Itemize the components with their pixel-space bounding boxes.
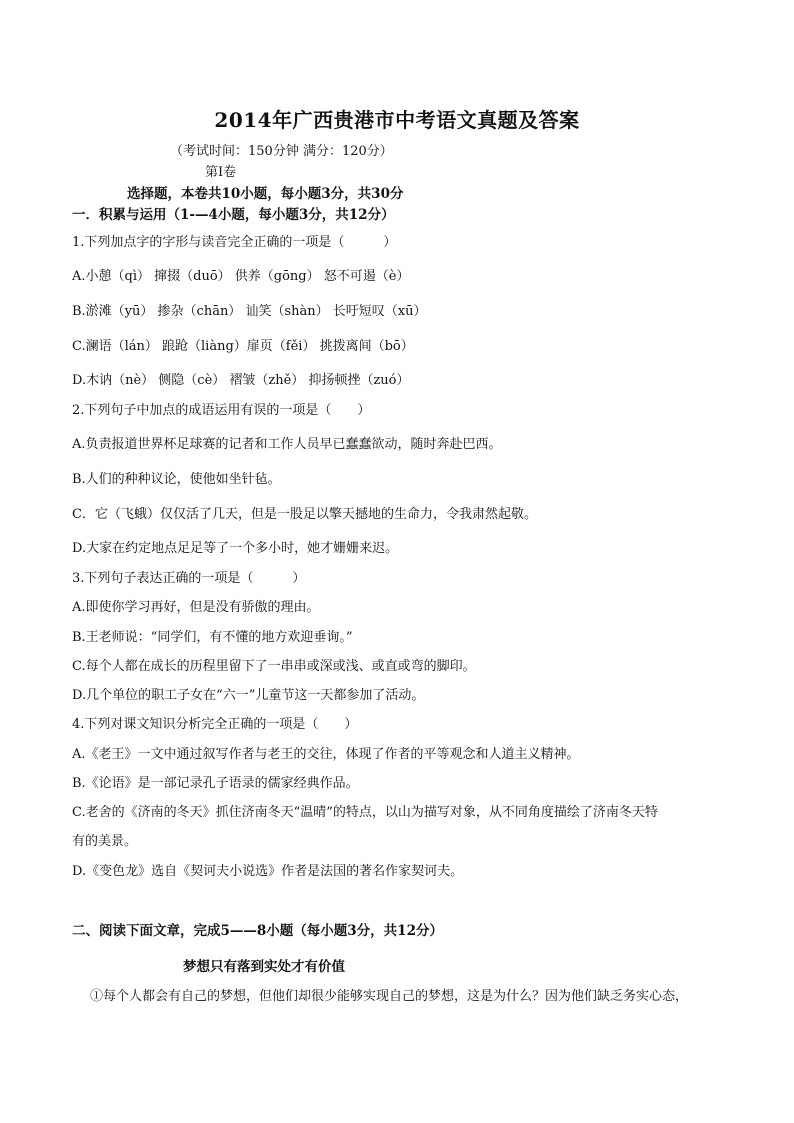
q1-stem: 1.下列加点字的字形与读音完全正确的一项是（ ） [72,235,397,250]
q4-stem: 4.下列对课文知识分析完全正确的一项是（ ） [72,717,358,732]
q2-option-a: A.负责报道世界杯足球赛的记者和工作人员早已蠢蠢欲动，随时奔赴巴西。 [72,437,502,452]
q2-option-d: D.大家在约定地点足足等了一个多小时，她才姗姗来迟。 [72,541,399,556]
q4-option-b: B.《论语》是一部记录孔子语录的儒家经典作品。 [72,776,359,791]
q3-option-c: C.每个人都在成长的历程里留下了一串串或深或浅、或直或弯的脚印。 [72,659,476,674]
q4-option-c-continued: 有的美景。 [72,834,138,849]
document-title: 2014年广西贵港市中考语文真题及答案 [214,108,580,132]
q1-option-d: D.木讷（nè） 侧隐（cè） 褶皱（zhě） 抑扬顿挫（zuó） [72,373,410,388]
q1-option-a: A.小憩（qì） 撺掇（duō） 供养（gōng） 怒不可遏（è） [72,269,410,284]
exam-info: （考试时间：150分钟 满分：120分） [170,144,393,159]
section2-heading: 二、阅读下面文章，完成5——8小题（每小题3分，共12分） [72,923,443,939]
q4-option-a: A.《老王》一文中通过叙写作者与老王的交往，体现了作者的平等观念和人道主义精神。 [72,747,580,762]
q4-option-c: C.老舍的《济南的冬天》抓住济南冬天“温晴”的特点，以山为描写对象，从不同角度描绘了济南冬天特 [72,805,658,820]
q1-option-c: C.澜语（lán） 踉跄（liàng）扉页（fěi） 挑拨离间（bō） [72,339,414,354]
q3-stem: 3.下列句子表达正确的一项是（ ） [72,571,306,586]
q3-option-b: B.王老师说：“同学们，有不懂的地方欢迎垂询。” [72,630,353,645]
q2-option-b: B.人们的种种议论，使他如坐针毡。 [72,472,281,487]
q2-stem: 2.下列句子中加点的成语运用有误的一项是（ ） [72,403,371,418]
article-title: 梦想只有落到实处才有价值 [183,959,345,975]
q2-option-c: C．它（飞蛾）仅仅活了几天，但是一股足以擎天撼地的生命力，令我肃然起敬。 [72,507,537,522]
q4-option-d: D.《变色龙》选自《契诃夫小说选》作者是法国的著名作家契诃夫。 [72,864,464,879]
choice-heading: 选择题，本卷共10小题，每小题3分，共30分 [127,186,404,202]
q1-option-b: B.淤滩（yū） 掺杂（chān） 讪笑（shàn） 长吁短叹（xū） [72,304,427,319]
q3-option-d: D.几个单位的职工子女在“六一”儿童节这一天都参加了活动。 [72,688,425,703]
volume-label: 第Ⅰ卷 [205,165,237,180]
q3-option-a: A.即使你学习再好，但是没有骄傲的理由。 [72,600,320,615]
section1-heading: 一．积累与运用（1-—4小题，每小题3分，共12分） [72,207,395,223]
article-paragraph-1: ①每个人都会有自己的梦想，但他们却很少能够实现自己的梦想，这是为什么？因为他们缺乏务实心态， [90,989,689,1004]
